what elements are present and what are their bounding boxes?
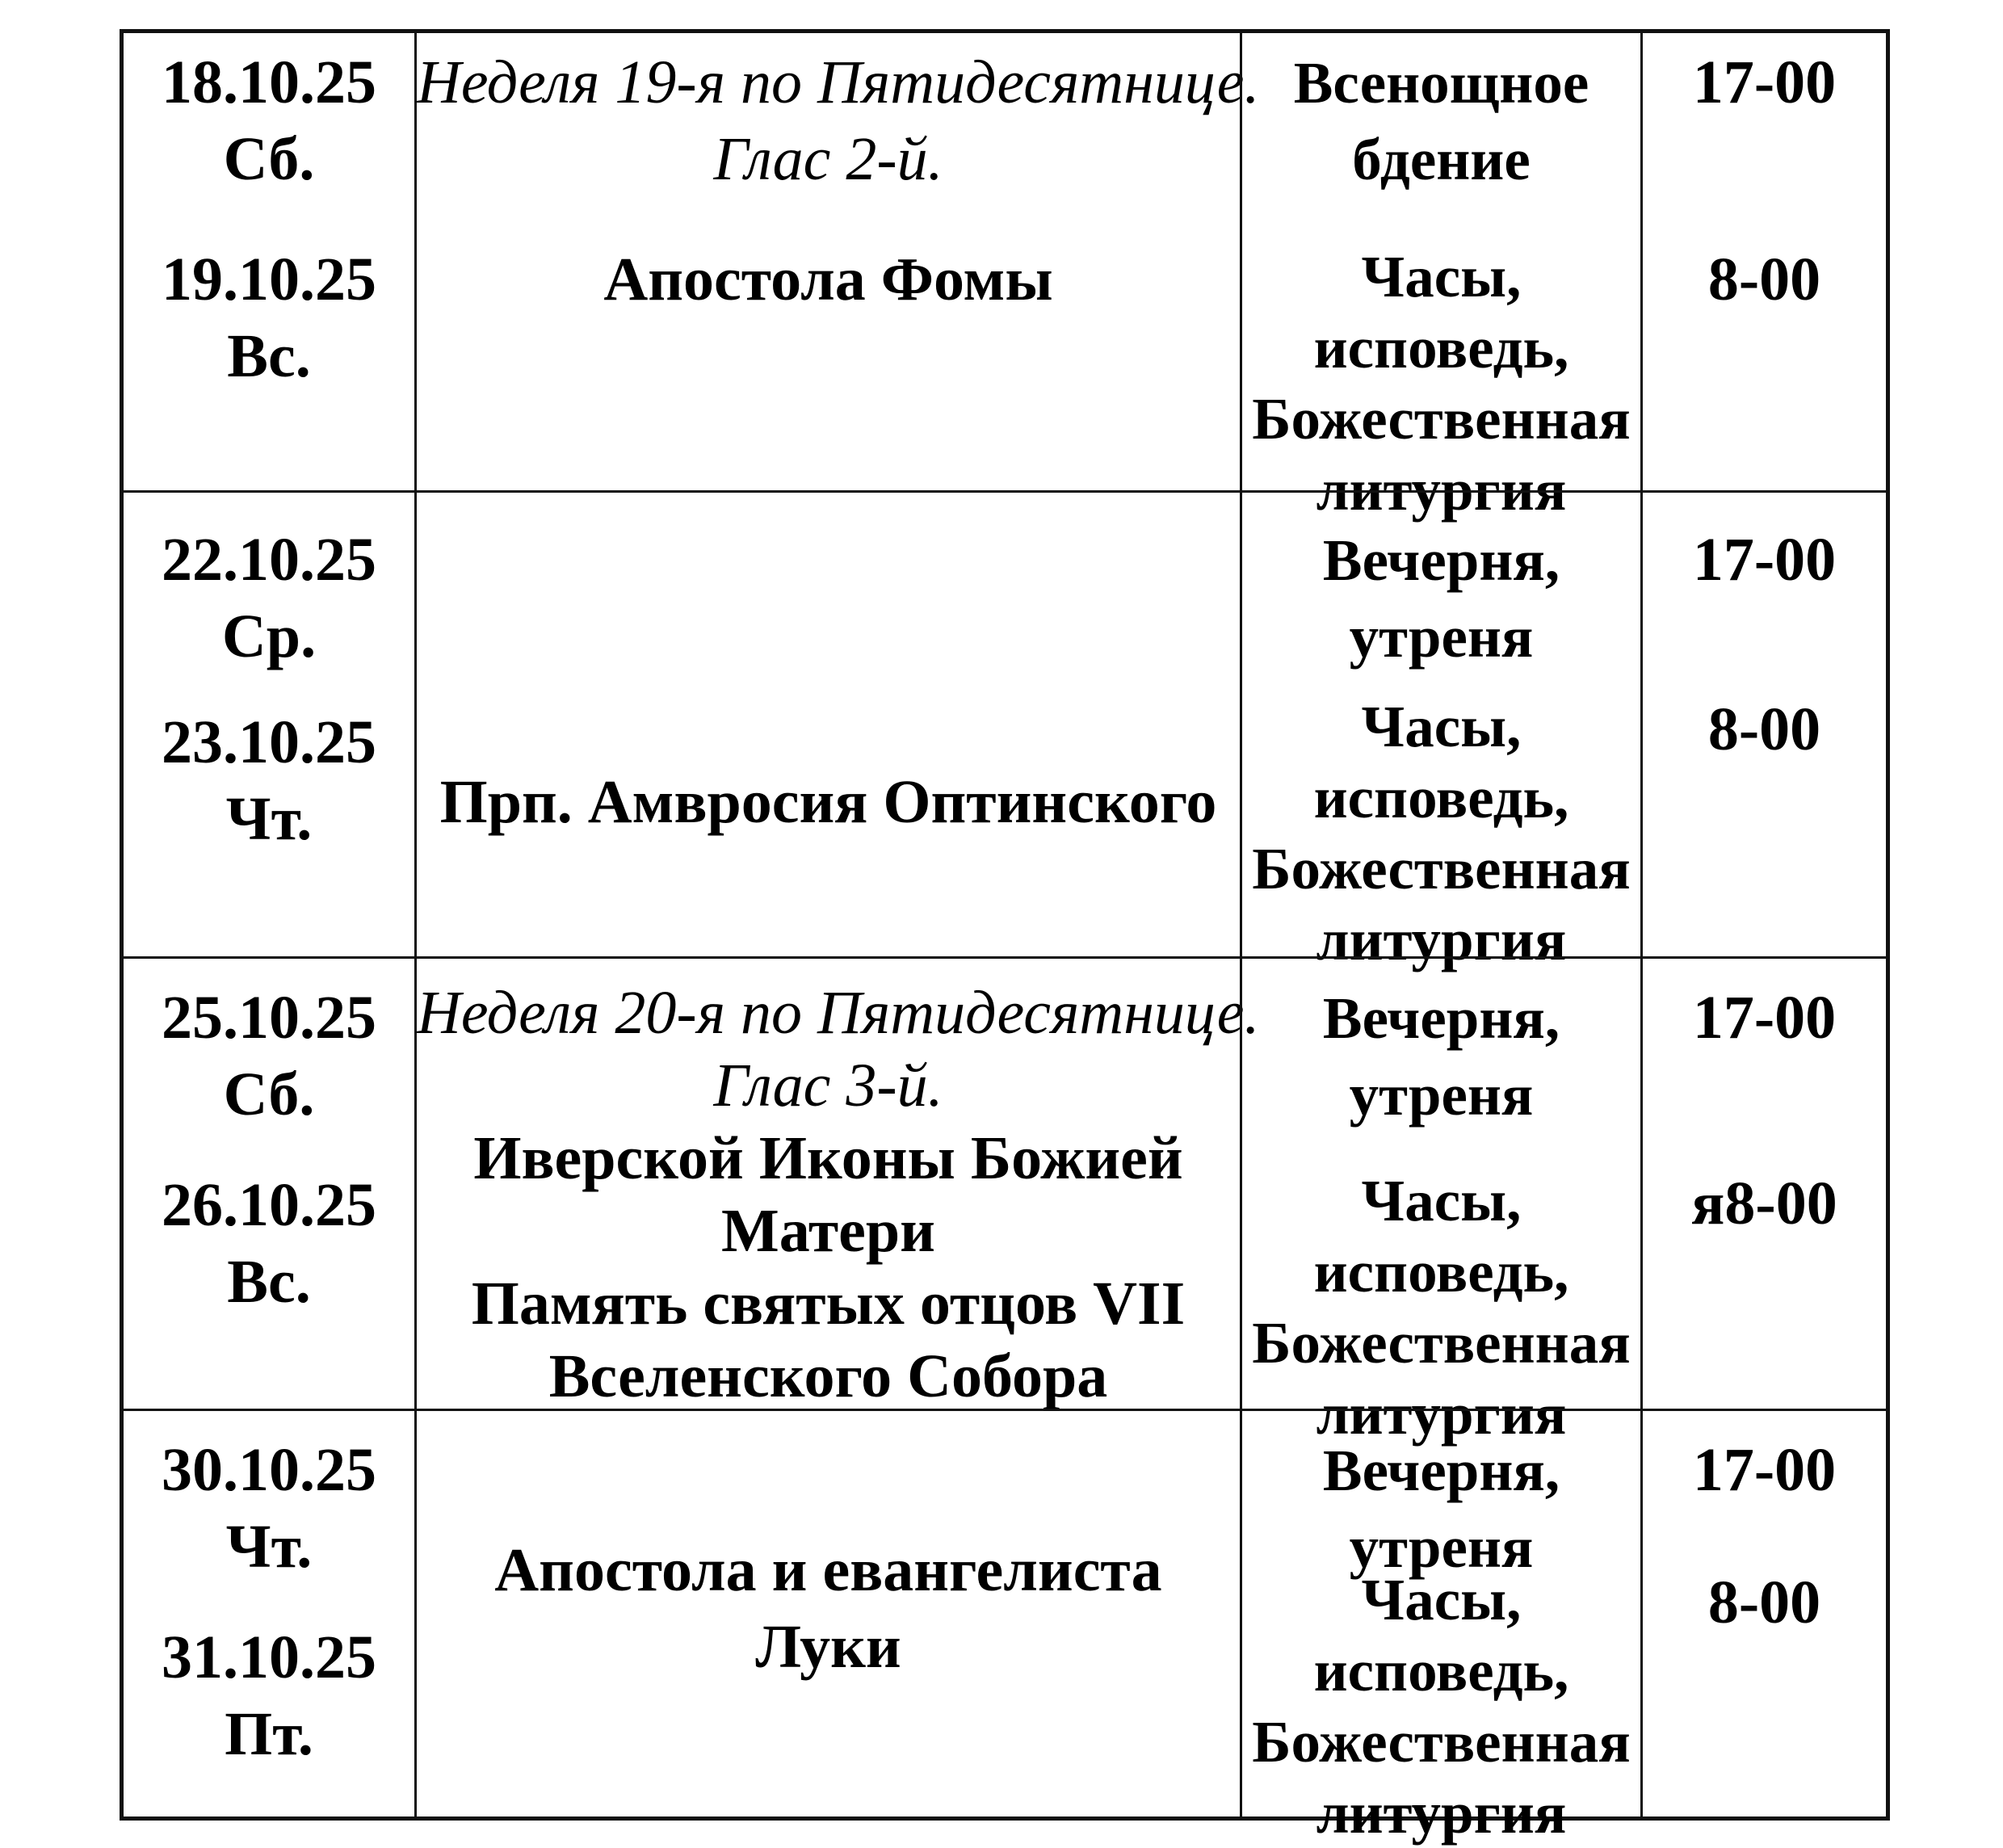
service-line: литургия <box>1316 907 1567 972</box>
cell-feast-row4 <box>414 1409 1240 1816</box>
service-entry <box>1242 1564 1640 1848</box>
service-line: Часы, <box>1361 244 1522 309</box>
service-line: Всенощное <box>1293 50 1589 116</box>
date-entry <box>124 980 414 1133</box>
day-abbr: Вс. <box>227 322 311 390</box>
service-time: 17-00 <box>1692 48 1837 116</box>
service-line: Божественная <box>1252 1709 1631 1774</box>
service-entry <box>1242 980 1640 1133</box>
feast-name-line: Матери <box>721 1197 935 1265</box>
cell-services-row4 <box>1240 1409 1640 1846</box>
day-abbr: Пт. <box>225 1700 313 1768</box>
feast-note-line: Глас 2-й. <box>713 125 943 193</box>
service-line: бдение <box>1352 127 1531 192</box>
feast-name-line: Апостола и евангелиста <box>494 1536 1162 1604</box>
date-value: 22.10.25 <box>162 526 376 594</box>
service-schedule-table <box>120 29 1890 1846</box>
service-time: 8-00 <box>1707 1569 1821 1636</box>
service-line: литургия <box>1316 1381 1567 1447</box>
feast-note-line: Глас 3-й. <box>713 1052 943 1119</box>
date-entry <box>124 44 414 198</box>
service-line: исповедь, <box>1313 765 1569 830</box>
day-abbr: Вс. <box>227 1248 311 1316</box>
service-line: Божественная <box>1252 836 1631 901</box>
service-line: Вечерня, <box>1322 1438 1560 1503</box>
service-line: Божественная <box>1252 386 1631 452</box>
cell-times-row1 <box>1640 33 1886 490</box>
date-entry <box>124 1432 414 1586</box>
feast-name-line: Память святых отцов VII <box>471 1270 1186 1338</box>
service-line: Часы, <box>1361 1567 1522 1632</box>
service-time: 8-00 <box>1707 246 1821 313</box>
service-line: утреня <box>1349 1514 1534 1580</box>
service-line: исповедь, <box>1313 1638 1569 1703</box>
feast-note-line: Неделя 19-я по Пятидесятнице. <box>417 48 1260 116</box>
date-value: 23.10.25 <box>162 708 376 776</box>
date-value: 31.10.25 <box>162 1623 376 1691</box>
feast-name-line: Иверской Иконы Божией <box>473 1124 1183 1192</box>
day-abbr: Чт. <box>225 1513 313 1581</box>
service-line: исповедь, <box>1313 1239 1569 1304</box>
cell-times-row4 <box>1640 1409 1886 1816</box>
feast-name <box>417 764 1240 841</box>
date-entry <box>124 242 414 395</box>
feast-name <box>417 242 1240 318</box>
service-line: утреня <box>1349 604 1534 670</box>
feast-name-line: Прп. Амвросия Оптинского <box>439 768 1217 836</box>
feast-name-line: Вселенского Собора <box>548 1342 1108 1410</box>
date-value: 18.10.25 <box>162 48 376 116</box>
cell-services-row1 <box>1240 33 1640 523</box>
service-line: литургия <box>1316 457 1567 523</box>
date-value: 25.10.25 <box>162 984 376 1052</box>
service-line: Вечерня, <box>1322 527 1560 593</box>
cell-times-row2 <box>1640 490 1886 956</box>
service-entry <box>1242 44 1640 198</box>
service-entry <box>1242 242 1640 526</box>
service-entry <box>1242 522 1640 675</box>
service-entry <box>1242 1166 1640 1450</box>
service-line: литургия <box>1316 1780 1567 1846</box>
service-line: Часы, <box>1361 1168 1522 1233</box>
date-entry <box>124 1619 414 1773</box>
service-line: Вечерня, <box>1322 985 1560 1051</box>
cell-feast-row3 <box>414 956 1260 1410</box>
service-time: 17-00 <box>1692 1436 1837 1504</box>
day-abbr: Сб. <box>223 125 315 193</box>
day-abbr: Чт. <box>225 785 313 853</box>
cell-feast-row2 <box>414 490 1240 956</box>
date-value: 26.10.25 <box>162 1171 376 1239</box>
date-entry <box>124 522 414 675</box>
cell-services-row3 <box>1240 956 1640 1447</box>
cell-dates-row4 <box>124 1409 414 1816</box>
date-value: 30.10.25 <box>162 1436 376 1504</box>
cell-services-row2 <box>1240 490 1640 972</box>
service-entry <box>1242 1432 1640 1586</box>
service-time: я8-00 <box>1691 1170 1837 1237</box>
cell-dates-row1 <box>124 33 414 490</box>
cell-times-row3 <box>1640 956 1886 1409</box>
cell-dates-row2 <box>124 490 414 956</box>
date-value: 19.10.25 <box>162 246 376 313</box>
date-entry <box>124 704 414 858</box>
feast-note-line: Неделя 20-я по Пятидесятнице. <box>417 979 1260 1047</box>
feast-name <box>417 1532 1240 1686</box>
service-line: исповедь, <box>1313 315 1569 380</box>
cell-dates-row3 <box>124 956 414 1409</box>
service-line: Часы, <box>1361 694 1522 759</box>
feast-block <box>417 976 1260 1413</box>
service-time: 17-00 <box>1692 526 1837 594</box>
service-line: Божественная <box>1252 1310 1631 1376</box>
feast-note <box>417 44 1260 198</box>
service-time: 8-00 <box>1707 695 1821 763</box>
feast-name-line: Луки <box>755 1613 901 1681</box>
service-entry <box>1242 691 1640 976</box>
service-line: утреня <box>1349 1062 1534 1128</box>
service-time: 17-00 <box>1692 984 1837 1052</box>
date-entry <box>124 1167 414 1321</box>
day-abbr: Сб. <box>223 1060 315 1128</box>
feast-name-line: Апостола Фомы <box>603 246 1053 313</box>
cell-feast-row1 <box>414 33 1260 490</box>
day-abbr: Ср. <box>221 603 317 670</box>
